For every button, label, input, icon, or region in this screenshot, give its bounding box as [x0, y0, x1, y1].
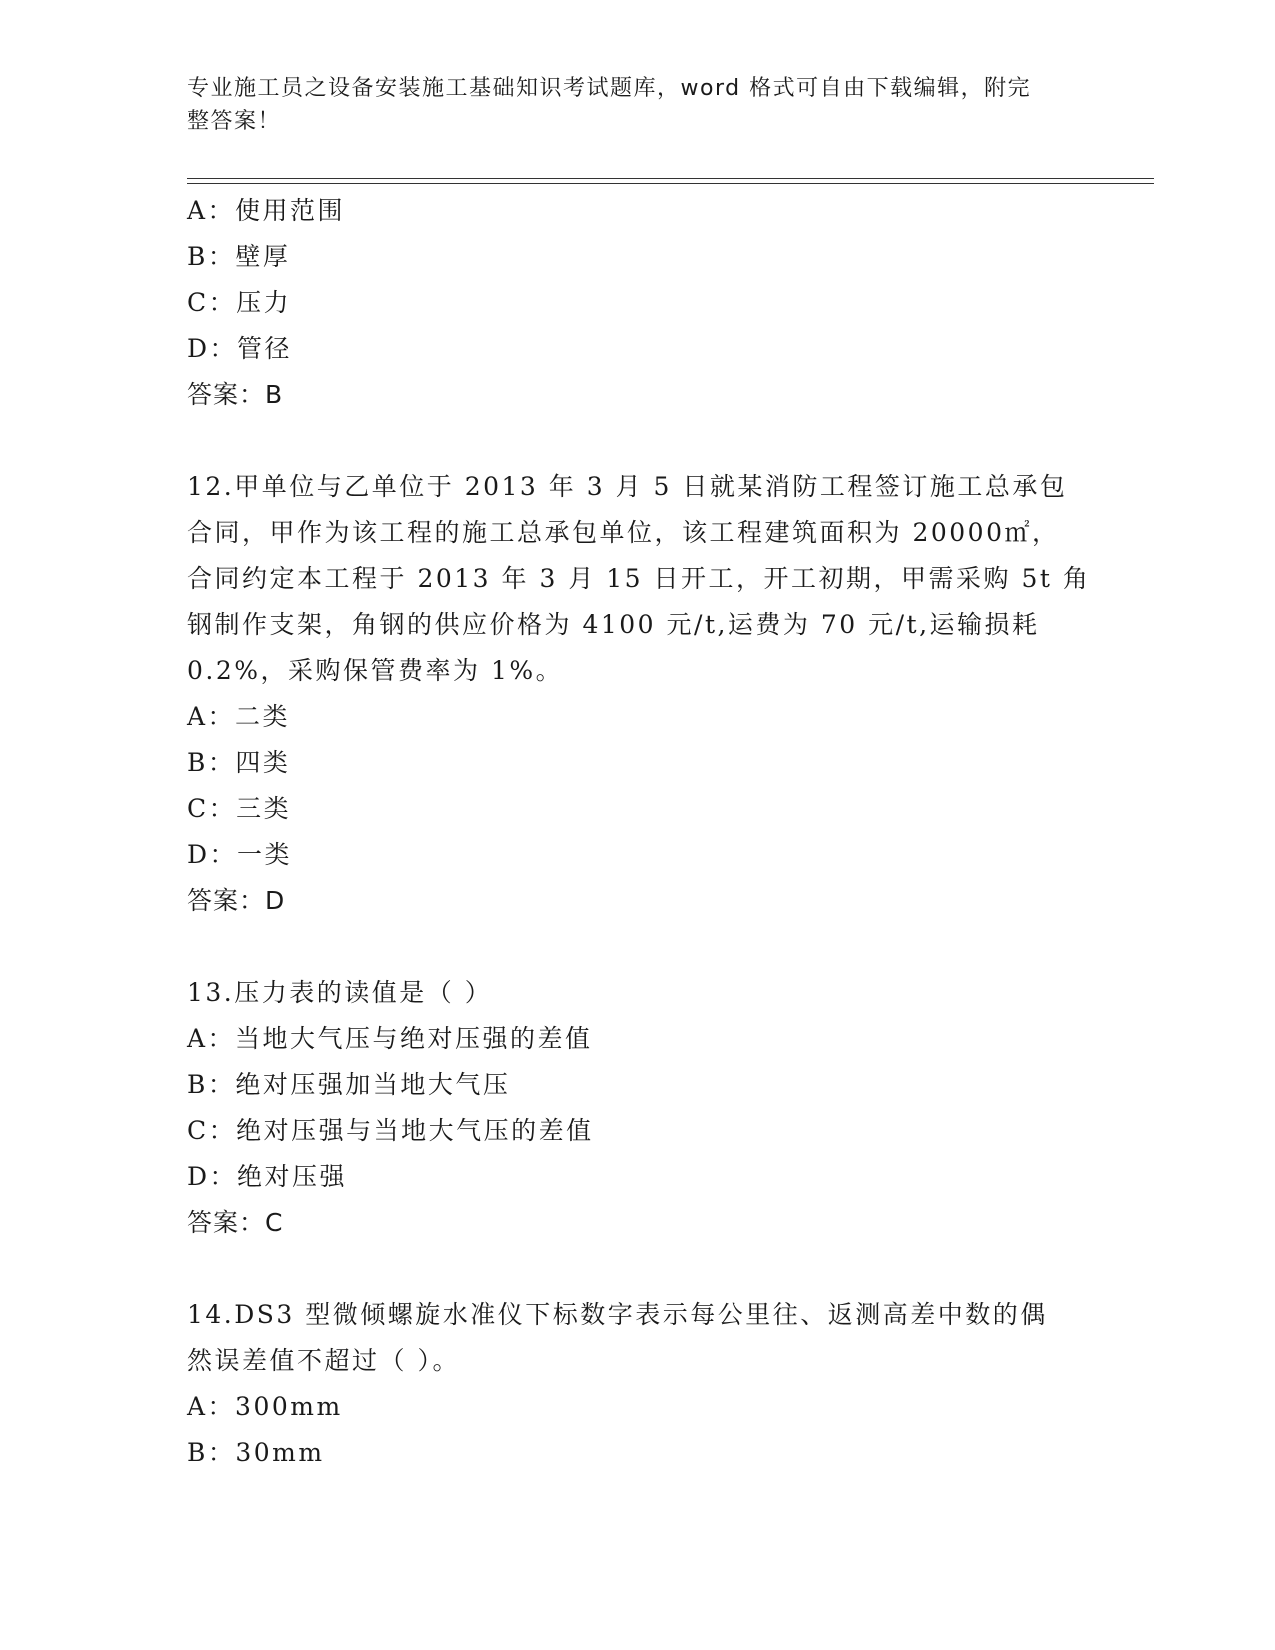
question-14	[187, 1292, 1087, 1476]
option-d: D：绝对压强	[187, 1162, 348, 1191]
question-11	[187, 188, 1087, 418]
option-b: B：四类	[187, 748, 291, 777]
header-divider-top	[187, 178, 1154, 179]
document-header	[187, 72, 1067, 138]
question-text-line: 钢制作支架，角钢的供应价格为 4100 元/t,运费为 70 元/t,运输损耗	[187, 610, 1040, 639]
option-a: A：当地大气压与绝对压强的差值	[187, 1024, 593, 1053]
option-b: B：30mm	[187, 1438, 325, 1467]
question-12	[187, 464, 1091, 924]
question-text-line: 12.甲单位与乙单位于 2013 年 3 月 5 日就某消防工程签订施工总承包	[187, 472, 1068, 501]
answer-line: 答案：B	[187, 380, 284, 409]
question-text-line: 0.2%，采购保管费率为 1%。	[187, 656, 564, 685]
option-c: C：绝对压强与当地大气压的差值	[187, 1116, 594, 1145]
header-line-2: 整答案！	[187, 109, 282, 134]
option-b: B：绝对压强加当地大气压	[187, 1070, 511, 1099]
option-a: A：二类	[187, 702, 291, 731]
option-d: D：一类	[187, 840, 293, 869]
question-text-line: 然误差值不超过（ ）。	[187, 1346, 460, 1375]
spacer	[187, 418, 1087, 464]
question-text-line: 14.DS3 型微倾螺旋水准仪下标数字表示每公里往、返测高差中数的偶	[187, 1300, 1048, 1329]
spacer	[187, 924, 1087, 970]
question-text-line: 13.压力表的读值是（ ）	[187, 978, 493, 1007]
question-text-line: 合同，甲作为该工程的施工总承包单位，该工程建筑面积为 20000㎡，	[187, 518, 1060, 547]
document-body	[187, 188, 1091, 1476]
header-line-1: 专业施工员之设备安装施工基础知识考试题库，word 格式可自由下载编辑，附完	[187, 76, 1032, 101]
answer-line: 答案：C	[187, 1208, 284, 1237]
option-d: D：管径	[187, 334, 293, 363]
question-text-line: 合同约定本工程于 2013 年 3 月 15 日开工，开工初期，甲需采购 5t 角	[187, 564, 1091, 593]
spacer	[187, 1246, 1087, 1292]
option-b: B：壁厚	[187, 242, 291, 271]
option-c: C：三类	[187, 794, 292, 823]
option-a: A：300mm	[187, 1392, 343, 1421]
header-divider-bottom	[187, 183, 1154, 184]
option-a: A：使用范围	[187, 196, 346, 225]
answer-line: 答案：D	[187, 886, 286, 915]
option-c: C：压力	[187, 288, 292, 317]
question-13	[187, 970, 1087, 1246]
